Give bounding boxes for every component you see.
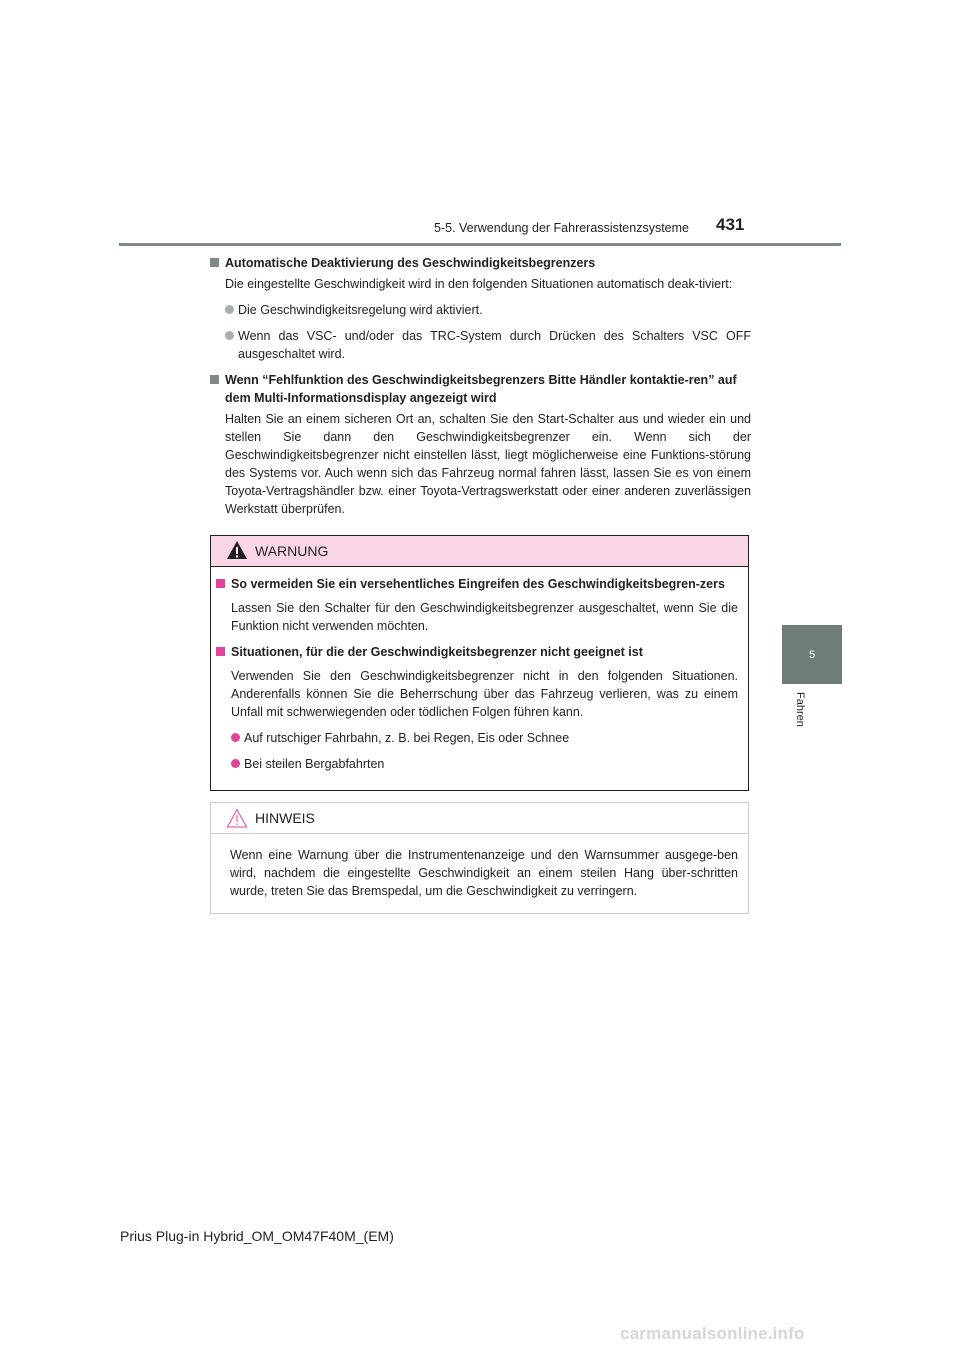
warning-item-heading	[216, 643, 738, 661]
section-text: Die eingestellte Geschwindigkeit wird in den folgenden Situationen automatisch deak-tiviert:	[225, 277, 733, 291]
page-number: 431	[716, 215, 745, 234]
list-item-text: Auf rutschiger Fahrbahn, z. B. bei Regen, Eis oder Schnee	[244, 731, 570, 745]
hint-box	[210, 802, 749, 914]
square-bullet-icon	[216, 647, 225, 656]
list-item-text: Bei steilen Bergabfahrten	[244, 757, 385, 771]
hint-header	[211, 803, 748, 834]
header-rule	[119, 243, 841, 246]
main-content	[210, 254, 751, 518]
hint-text: Wenn eine Warnung über die Instrumentenanzeige und den Warnsummer ausgege-ben wird, nachdem die eingestellte Geschwindigkeit an einem steilen Hang über-schritten wurde, treten Sie das Bremspedal, um die Geschwindigkeit zu verringern.	[230, 848, 738, 898]
section-text: Halten Sie an einem sicheren Ort an, schalten Sie den Start-Schalter aus und wieder ein und stellen Sie dann den Geschwindigkeitsbegrenzer ein. Wenn sich der Geschwindigkeitsbegrenzer nicht einstellen lässt, liegt möglicherweise eine Funktions-störung des Systems vor. Auch wenn sich das Fahrzeug normal fahren lässt, lassen Sie es von einem Toyota-Vertragshändler bzw. einer Toyota-Vertragswerkstatt oder einer anderen zuverlässigen Werkstatt überprüfen.	[225, 412, 751, 516]
circle-bullet-icon	[225, 305, 234, 314]
warning-title: WARNUNG	[255, 543, 329, 559]
list-item	[225, 301, 751, 319]
list-item	[231, 729, 738, 747]
circle-bullet-icon	[225, 331, 234, 340]
footer-model: Prius Plug-in Hybrid_OM_OM47F40M_(EM)	[120, 1228, 394, 1244]
caution-triangle-icon	[226, 808, 248, 833]
warning-box	[210, 535, 749, 791]
list-item-text: Die Geschwindigkeitsregelung wird aktiviert.	[238, 303, 483, 317]
section-heading-text: Wenn “Fehlfunktion des Geschwindigkeitsbegrenzers Bitte Händler kontaktie-ren” auf dem Multi-Informationsdisplay angezeigt wird	[225, 373, 737, 405]
hint-title: HINWEIS	[255, 810, 315, 826]
watermark: carmanualsonline.info	[620, 1324, 805, 1343]
warning-triangle-icon	[226, 540, 248, 565]
warning-item-text: Lassen Sie den Schalter für den Geschwindigkeitsbegrenzer ausgeschaltet, wenn Sie die Funktion nicht verwenden möchten.	[231, 601, 738, 633]
square-bullet-icon	[210, 375, 219, 384]
warning-header	[211, 536, 748, 567]
section-heading	[210, 254, 751, 272]
warning-item-heading-text: Situationen, für die der Geschwindigkeitsbegrenzer nicht geeignet ist	[231, 645, 643, 659]
header-section-title: 5-5. Verwendung der Fahrerassistenzsysteme	[434, 221, 689, 235]
square-bullet-icon	[216, 579, 225, 588]
chapter-tab	[782, 625, 842, 684]
circle-bullet-icon	[231, 733, 240, 742]
warning-item-heading-text: So vermeiden Sie ein versehentliches Eingreifen des Geschwindigkeitsbegren-zers	[231, 577, 725, 591]
circle-bullet-icon	[231, 759, 240, 768]
warning-item-text: Verwenden Sie den Geschwindigkeitsbegrenzer nicht in den folgenden Situationen. Anderenfalls können Sie die Beherrschung über das Fahrzeug verlieren, was zu einem Unfall mit schwerwiegenden oder tödlichen Folgen führen kann.	[231, 669, 738, 719]
section-heading-text: Automatische Deaktivierung des Geschwindigkeitsbegrenzers	[225, 256, 596, 270]
warning-body	[211, 567, 748, 773]
chapter-label: Fahren	[794, 692, 806, 727]
square-bullet-icon	[210, 258, 219, 267]
list-item	[231, 755, 738, 773]
section-heading	[210, 371, 751, 407]
chapter-number: 5	[808, 648, 816, 661]
list-item	[225, 327, 751, 363]
list-item-text: Wenn das VSC- und/oder das TRC-System durch Drücken des Schalters VSC OFF ausgeschaltet wird.	[238, 329, 751, 361]
warning-item-heading	[216, 575, 738, 593]
